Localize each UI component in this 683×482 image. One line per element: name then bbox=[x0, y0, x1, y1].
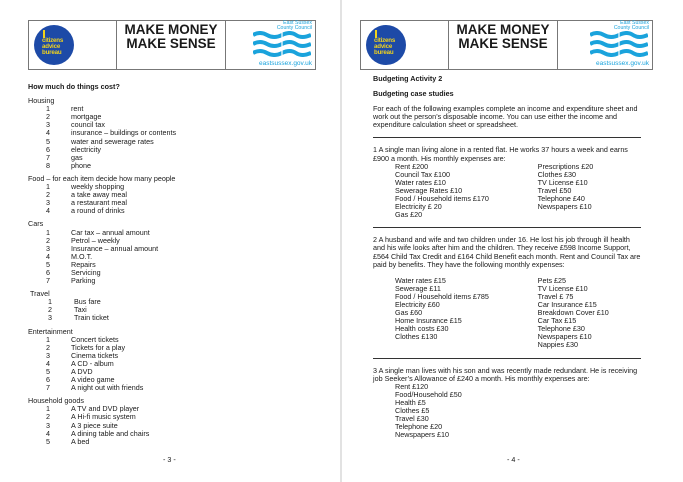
item-number: 7 bbox=[46, 383, 50, 393]
item-label: A Hi-fi music system bbox=[71, 412, 136, 422]
item-label: Repairs bbox=[71, 259, 96, 269]
cab-text-line: bureau bbox=[42, 49, 62, 57]
expense-item: Sewerage Rates £10 bbox=[395, 185, 463, 195]
header-title bbox=[117, 21, 226, 69]
expense-item: Food / Household items £170 bbox=[395, 194, 489, 204]
east-sussex-logo bbox=[252, 21, 312, 67]
activity-title: Budgeting Activity 2 bbox=[373, 74, 443, 83]
expense-column bbox=[538, 163, 643, 220]
cost-list bbox=[28, 83, 318, 451]
esx-name bbox=[614, 21, 649, 31]
item-label: rent bbox=[71, 104, 84, 114]
expense-list bbox=[395, 163, 643, 220]
group-title: Food – for each item decide how many people bbox=[28, 173, 176, 183]
item-number: 1 bbox=[48, 297, 52, 307]
group-title: Entertainment bbox=[28, 326, 73, 336]
group-title: Travel bbox=[30, 289, 50, 299]
document-page-3 bbox=[0, 0, 340, 482]
item-label: Concert tickets bbox=[71, 334, 119, 344]
item-label: Tickets for a play bbox=[71, 342, 126, 352]
esx-name-line: County Council bbox=[276, 25, 312, 32]
expense-item: Sewerage £11 bbox=[395, 283, 441, 293]
expense-item: Gas £20 bbox=[395, 210, 423, 220]
expense-item: Water rates £10 bbox=[395, 177, 446, 187]
item-label: council tax bbox=[71, 120, 105, 130]
expense-item: Clothes £30 bbox=[537, 169, 577, 179]
expense-item: Food / Household items £785 bbox=[395, 291, 489, 301]
cost-group bbox=[28, 290, 318, 322]
page-number: - 3 - bbox=[163, 455, 176, 464]
item-label: weekly shopping bbox=[71, 182, 125, 192]
esx-url: eastsussex.gov.uk bbox=[596, 60, 649, 67]
item-label: Train ticket bbox=[74, 313, 109, 323]
expense-column bbox=[538, 383, 643, 440]
expense-item: Prescriptions £20 bbox=[537, 161, 594, 171]
expense-item: Breakdown Cover £10 bbox=[537, 308, 609, 318]
cab-logo-text bbox=[42, 38, 63, 57]
item-label: electricity bbox=[71, 144, 101, 154]
citizens-advice-logo bbox=[34, 25, 74, 65]
item-number: 6 bbox=[46, 375, 50, 385]
item-number: 7 bbox=[46, 276, 50, 286]
list-item bbox=[28, 384, 318, 392]
item-label: Taxi bbox=[74, 305, 87, 315]
item-number: 5 bbox=[46, 259, 50, 269]
expense-item: Newspapers £10 bbox=[537, 332, 592, 342]
expense-item: Rent £200 bbox=[395, 161, 429, 171]
expense-item: Health £5 bbox=[395, 397, 426, 407]
expense-item: Nappies £30 bbox=[537, 340, 579, 350]
item-number: 3 bbox=[48, 313, 52, 323]
expense-item: Telephone £30 bbox=[537, 324, 585, 334]
list-item bbox=[28, 277, 318, 285]
item-label: A 3 piece suite bbox=[71, 420, 118, 430]
item-number: 4 bbox=[46, 428, 50, 438]
cab-text-line: citizens bbox=[374, 37, 396, 44]
item-label: insurance – buildings or contents bbox=[71, 128, 177, 138]
item-label: A bed bbox=[71, 436, 90, 446]
expense-list bbox=[395, 277, 643, 350]
item-number: 5 bbox=[46, 136, 50, 146]
expense-item: Council Tax £100 bbox=[395, 169, 451, 179]
expense-item: Rent £120 bbox=[395, 381, 429, 391]
expense-list bbox=[395, 383, 643, 440]
list-item bbox=[28, 298, 318, 306]
item-label: A dining table and chairs bbox=[71, 428, 150, 438]
expense-item: Electricity £60 bbox=[395, 299, 440, 309]
item-number: 3 bbox=[46, 198, 50, 208]
expense-item: TV License £10 bbox=[537, 283, 588, 293]
item-number: 1 bbox=[46, 227, 50, 237]
item-label: Parking bbox=[71, 276, 96, 286]
esx-name bbox=[277, 21, 312, 31]
item-label: mortgage bbox=[71, 112, 102, 122]
cab-text-line: citizens bbox=[42, 37, 64, 44]
east-sussex-logo bbox=[589, 21, 649, 67]
citizens-advice-logo bbox=[366, 25, 406, 65]
item-number: 4 bbox=[46, 206, 50, 216]
expense-item: Pets £25 bbox=[537, 275, 567, 285]
list-item bbox=[28, 306, 318, 314]
item-number: 1 bbox=[46, 104, 50, 114]
item-number: 2 bbox=[46, 112, 50, 122]
group-title: Household goods bbox=[28, 396, 84, 406]
item-label: A DVD bbox=[71, 367, 93, 376]
item-label: Petrol – weekly bbox=[71, 235, 120, 245]
item-label: A TV and DVD player bbox=[71, 404, 140, 414]
item-label: a round of drinks bbox=[71, 206, 125, 216]
page-number: - 4 - bbox=[507, 455, 520, 464]
item-number: 3 bbox=[46, 243, 50, 253]
item-label: gas bbox=[71, 152, 83, 162]
section-heading: How much do things cost? bbox=[28, 82, 120, 91]
cab-text-line: advice bbox=[42, 43, 61, 51]
item-label: Bus fare bbox=[74, 297, 101, 307]
divider bbox=[373, 227, 641, 228]
item-number: 4 bbox=[46, 128, 50, 138]
cab-logo-text bbox=[374, 38, 395, 57]
group-title: Cars bbox=[28, 219, 44, 229]
document-page-4 bbox=[342, 0, 683, 482]
waves-icon bbox=[590, 31, 648, 57]
case-description: 2 A husband and wife and two children under 16. He lost his job through ill health and his wife looks after him and the children. They receive £598 Income Support, £564 Child Tax Credit and £164 Child Benefit each month. Rent and Council Tax are paid by benefits. They have the following monthly expenses: bbox=[373, 235, 641, 269]
item-number: 5 bbox=[46, 367, 50, 376]
divider bbox=[373, 137, 641, 138]
case-studies bbox=[373, 75, 643, 447]
expense-item: Car Insurance £15 bbox=[537, 299, 597, 309]
expense-item: Newspapers £10 bbox=[395, 430, 449, 440]
cost-group bbox=[28, 175, 318, 215]
expense-column bbox=[395, 163, 538, 220]
item-label: A CD - album bbox=[71, 358, 114, 368]
expense-item: Food/Household £50 bbox=[395, 389, 462, 399]
list-item bbox=[28, 314, 318, 322]
esx-name-line: East Sussex bbox=[283, 20, 312, 26]
expense-item: Clothes £130 bbox=[395, 332, 438, 342]
expense-item: Newspapers £10 bbox=[537, 202, 592, 212]
item-label: A video game bbox=[71, 375, 115, 385]
expense-item: Travel £50 bbox=[537, 185, 572, 195]
item-number: 6 bbox=[46, 144, 50, 154]
item-number: 2 bbox=[46, 412, 50, 422]
page-header bbox=[360, 20, 653, 70]
item-number: 4 bbox=[46, 358, 50, 368]
title-line: MAKE MONEY bbox=[124, 22, 218, 37]
item-number: 1 bbox=[46, 404, 50, 414]
item-label: Insurance – annual amount bbox=[71, 243, 159, 253]
group-title: Housing bbox=[28, 96, 55, 106]
cost-group bbox=[28, 328, 318, 393]
expense-column bbox=[395, 383, 538, 440]
expense-item: Clothes £5 bbox=[395, 406, 430, 415]
item-number: 1 bbox=[46, 182, 50, 192]
expense-item: Telephone £20 bbox=[395, 422, 443, 432]
item-number: 2 bbox=[46, 190, 50, 200]
item-label: a restaurant meal bbox=[71, 198, 127, 208]
list-item bbox=[28, 207, 318, 215]
item-label: Servicing bbox=[71, 267, 101, 277]
item-label: water and sewerage rates bbox=[71, 136, 154, 146]
expense-item: Car Tax £15 bbox=[537, 316, 577, 326]
case-description: 1 A single man living alone in a rented flat. He works 37 hours a week and earns £900 a month. His monthly expenses are: bbox=[373, 145, 628, 163]
page-header bbox=[28, 20, 316, 70]
expense-item: Health costs £30 bbox=[395, 324, 449, 334]
case-description: 3 A single man lives with his son and was recently made redundant. He is receiving job Seeker’s Allowance of £240 a month. His monthly expenses are: bbox=[373, 365, 638, 383]
item-label: a take away meal bbox=[71, 190, 127, 200]
cost-group bbox=[28, 97, 318, 170]
esx-logo-cell bbox=[226, 21, 315, 69]
esx-logo-cell bbox=[558, 21, 652, 69]
title-line: MAKE SENSE bbox=[126, 36, 216, 51]
cab-text-line: advice bbox=[374, 43, 393, 51]
list-item bbox=[28, 162, 318, 170]
cab-logo-cell bbox=[361, 21, 449, 69]
item-number: 5 bbox=[46, 436, 50, 446]
expense-column bbox=[395, 277, 538, 350]
item-label: Cinema tickets bbox=[71, 350, 119, 360]
title-line: MAKE SENSE bbox=[458, 36, 548, 51]
esx-name-line: County Council bbox=[613, 25, 649, 32]
item-label: Car tax – annual amount bbox=[71, 227, 150, 237]
item-number: 1 bbox=[46, 334, 50, 344]
item-number: 2 bbox=[46, 235, 50, 245]
waves-icon bbox=[253, 31, 311, 57]
expense-item: TV License £10 bbox=[537, 177, 588, 187]
item-number: 2 bbox=[48, 305, 52, 315]
expense-item: Home Insurance £15 bbox=[395, 316, 462, 326]
title-line: MAKE MONEY bbox=[456, 22, 550, 37]
item-number: 3 bbox=[46, 350, 50, 360]
item-label: M.O.T. bbox=[71, 251, 93, 261]
activity-subtitle: Budgeting case studies bbox=[373, 89, 454, 99]
divider bbox=[373, 358, 641, 359]
item-number: 3 bbox=[46, 420, 50, 430]
item-number: 8 bbox=[46, 160, 50, 170]
item-number: 2 bbox=[46, 342, 50, 352]
item-number: 4 bbox=[46, 251, 50, 261]
expense-item: Travel £30 bbox=[395, 414, 429, 424]
cab-logo-cell bbox=[29, 21, 117, 69]
header-title bbox=[449, 21, 558, 69]
expense-item: Electricity £ 20 bbox=[395, 202, 442, 212]
cost-group bbox=[28, 220, 318, 285]
expense-item: Gas £60 bbox=[395, 308, 423, 318]
item-number: 7 bbox=[46, 152, 50, 162]
expense-item: Travel £ 75 bbox=[537, 291, 574, 301]
cab-text-line: bureau bbox=[374, 49, 394, 57]
item-number: 3 bbox=[46, 120, 50, 130]
list-item bbox=[28, 438, 318, 446]
esx-url: eastsussex.gov.uk bbox=[259, 60, 312, 67]
item-number: 6 bbox=[46, 267, 50, 277]
intro-paragraph: For each of the following examples complete an income and expenditure sheet and work out the person’s disposable income. You can use either the income and expenditure calculation sheet or spreadsheet. bbox=[373, 104, 638, 130]
expense-column bbox=[538, 277, 643, 350]
esx-name-line: East Sussex bbox=[620, 20, 649, 26]
expense-item: Telephone £40 bbox=[537, 194, 585, 204]
item-label: A night out with friends bbox=[71, 383, 144, 393]
item-label: phone bbox=[71, 160, 91, 170]
cost-group bbox=[28, 397, 318, 446]
expense-item: Water rates £15 bbox=[395, 275, 446, 285]
